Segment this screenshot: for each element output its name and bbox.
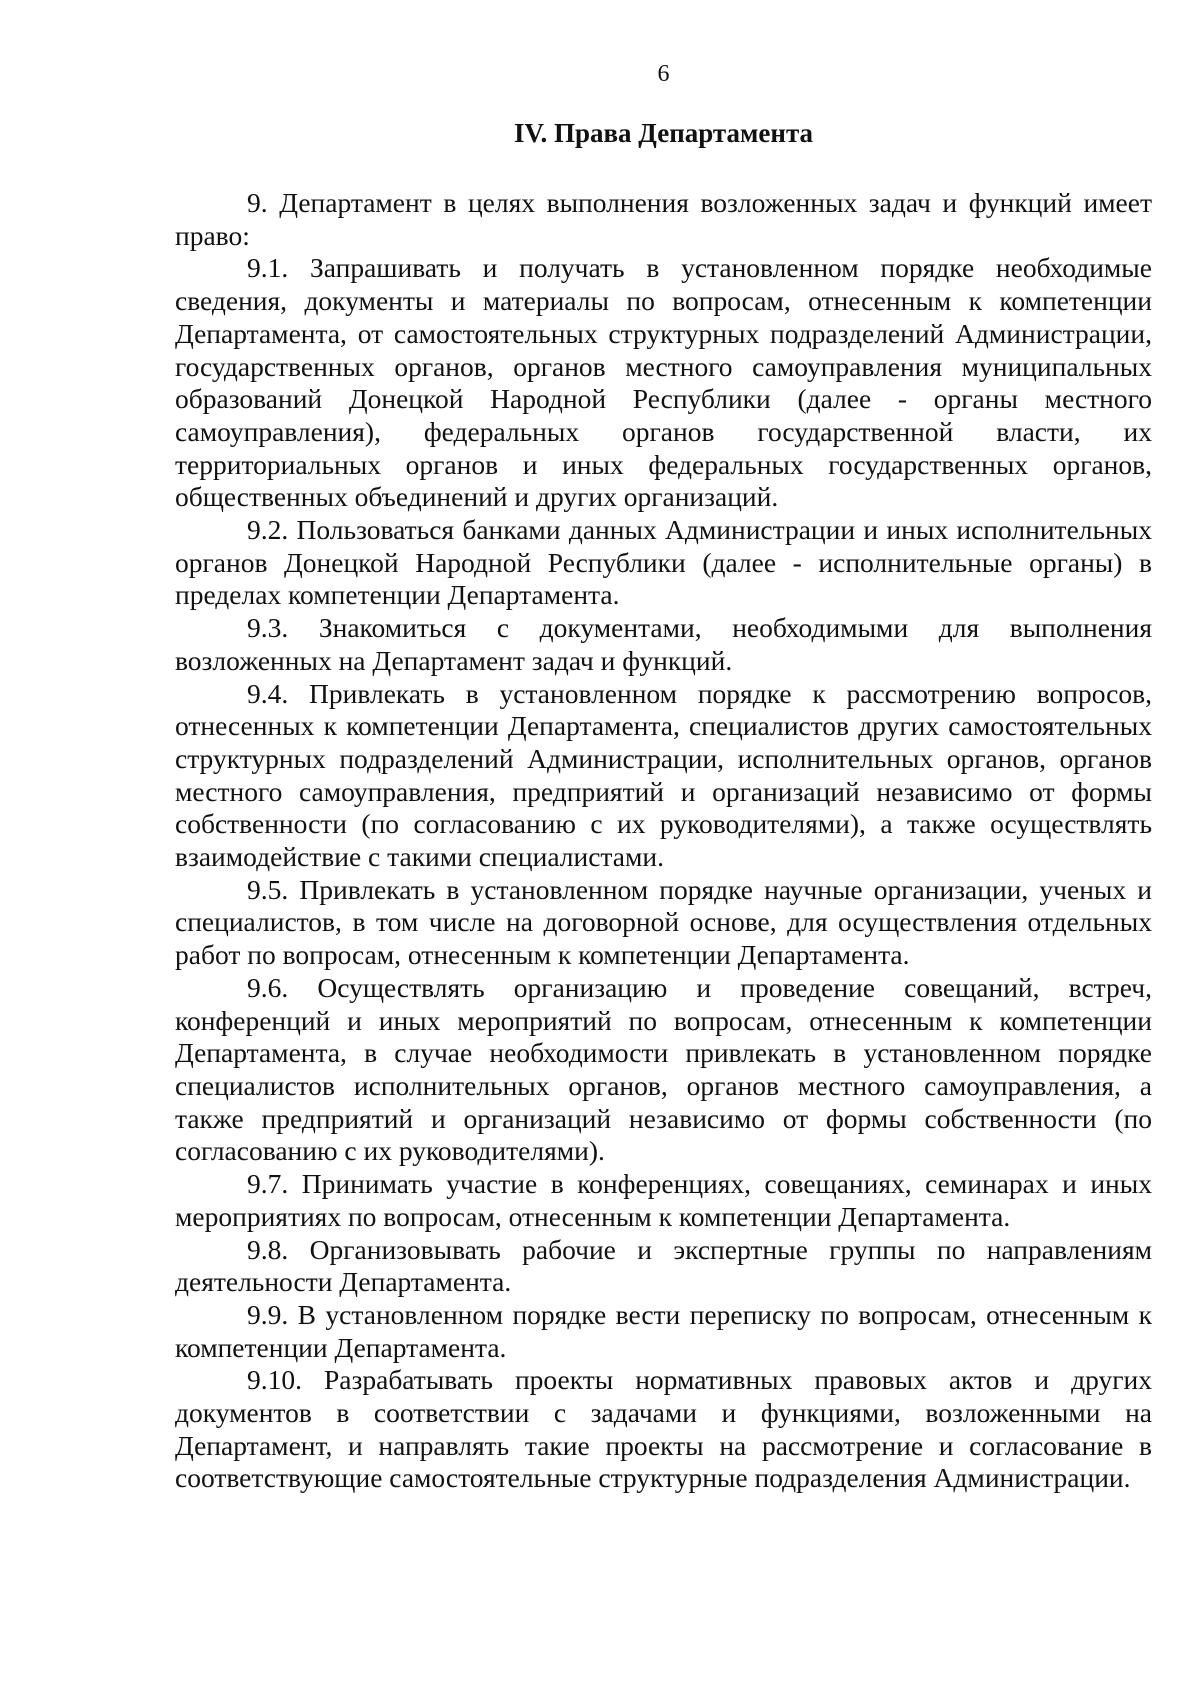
paragraph-9-5: 9.5. Привлекать в установленном порядке научные организации, ученых и специалистов, в том числе на договорной основе, для осуществления отдельных работ по вопросам, отнесенным к компетенции Департамента. (175, 873, 1152, 971)
paragraph-9-9: 9.9. В установленном порядке вести переписку по вопросам, отнесенным к компетенции Департамента. (175, 1298, 1152, 1363)
paragraph-9-8: 9.8. Организовывать рабочие и экспертные группы по направлениям деятельности Департамента. (175, 1233, 1152, 1298)
paragraph-9: 9. Департамент в целях выполнения возложенных задач и функций имеет право: (175, 187, 1152, 251)
section-title: IV. Права Департамента (513, 118, 814, 148)
paragraph-9-3: 9.3. Знакомиться с документами, необходимыми для выполнения возложенных на Департамент задач и функций. (175, 612, 1152, 676)
paragraph-9-6: 9.6. Осуществлять организацию и проведение совещаний, встреч, конференций и иных мероприятий по вопросам, отнесенным к компетенции Департамента, в случае необходимости привлекать в установленном порядке специалистов исполнительных органов, органов местного самоуправления, а также предприятий и организаций независимо от формы собственности (по согласованию с их руководителями). (175, 971, 1152, 1167)
paragraph-9-4: 9.4. Привлекать в установленном порядке к рассмотрению вопросов, отнесенных к компетенции Департамента, специалистов других самостоятельных структурных подразделений Администрации, исполнительных органов, органов местного самоуправления, предприятий и организаций независимо от формы собственности (по согласованию с их руководителями), а также осуществлять взаимодействие с такими специалистами. (175, 677, 1152, 873)
page-number: 6 (657, 61, 670, 87)
paragraph-9-1: 9.1. Запрашивать и получать в установленном порядке необходимые сведения, документы и материалы по вопросам, отнесенным к компетенции Департамента, от самостоятельных структурных подразделений Администрации, государственных органов, органов местного самоуправления муниципальных образований Донецкой Народной Республики (далее - органы местного самоуправления), федеральных органов государственной власти, их территориальных органов и иных федеральных государственных органов, общественных объединений и других организаций. (175, 252, 1152, 513)
paragraph-9-2: 9.2. Пользоваться банками данных Администрации и иных исполнительных органов Донецкой Народной Республики (далее - исполнительные органы) в пределах компетенции Департамента. (175, 514, 1152, 611)
document-body (175, 187, 1152, 1495)
paragraph-9-10: 9.10. Разрабатывать проекты нормативных правовых актов и других документов в соответствии с задачами и функциями, возложенными на Департамент, и направлять такие проекты на рассмотрение и согласование в соответствующие самостоятельные структурные подразделения Администрации. (175, 1364, 1152, 1494)
paragraph-9-7: 9.7. Принимать участие в конференциях, совещаниях, семинарах и иных мероприятиях по вопросам, отнесенным к компетенции Департамента. (175, 1168, 1152, 1232)
